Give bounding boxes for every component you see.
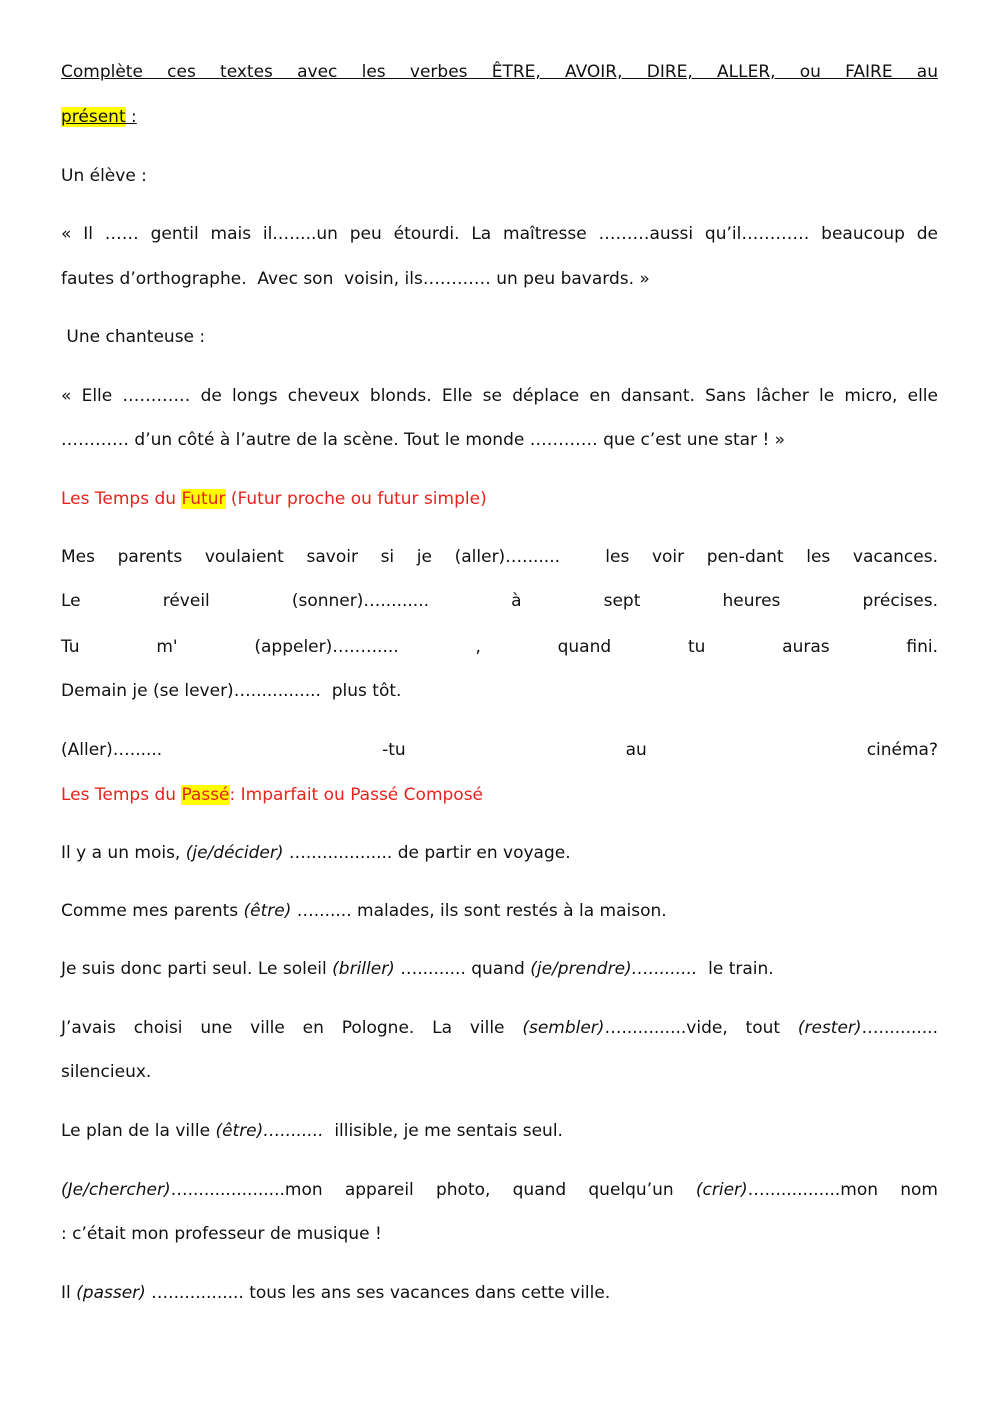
instruction-title bbox=[61, 61, 938, 83]
text-segment: Les Temps du bbox=[61, 785, 182, 805]
text-segment: …................ de partir en voyage. bbox=[283, 843, 571, 863]
verb-prompt: (être) bbox=[243, 901, 292, 921]
exercise-line bbox=[61, 268, 938, 290]
verb-prompt: (être)…........ bbox=[215, 1121, 324, 1141]
text-segment: (Aller)…...... -tu au cinéma? bbox=[61, 740, 938, 760]
verb-prompt: (Je/chercher) bbox=[61, 1180, 171, 1200]
verb-prompt: (je/prendre)…......... bbox=[530, 959, 698, 979]
text-segment: Complète ces textes avec les verbes ÊTRE, AVOIR, DIRE, ALLER, ou FAIRE au bbox=[61, 62, 938, 82]
verb-prompt: (passer) bbox=[76, 1283, 146, 1303]
text-segment: …....... malades, ils sont restés à la maison. bbox=[291, 901, 667, 921]
verb-prompt: (rester) bbox=[797, 1018, 862, 1038]
text-segment: : bbox=[125, 107, 137, 127]
section-label-eleve bbox=[61, 165, 938, 187]
text-segment: Je suis donc parti seul. Le soleil bbox=[61, 959, 333, 979]
text-segment: Mes parents voulaient savoir si je (aller)…....... les voir pen-dant les vacances. bbox=[61, 547, 938, 567]
text-segment: « Elle ………… de longs cheveux blonds. Elle se déplace en dansant. Sans lâcher le micro, elle bbox=[61, 386, 938, 406]
exercise-line bbox=[61, 739, 938, 761]
heading-futur bbox=[61, 488, 938, 510]
verb-prompt: (je/décider) bbox=[185, 843, 284, 863]
instruction-title-cont bbox=[61, 106, 938, 128]
exercise-line bbox=[61, 590, 938, 612]
heading-passe bbox=[61, 784, 938, 806]
text-segment: J’avais choisi une ville en Pologne. La ville bbox=[61, 1018, 523, 1038]
exercise-line bbox=[61, 1282, 938, 1304]
text-segment: Comme mes parents bbox=[61, 901, 244, 921]
verb-prompt: (crier) bbox=[695, 1180, 748, 1200]
text-segment: …......... quand bbox=[394, 959, 531, 979]
text-segment: illisible, je me sentais seul. bbox=[323, 1121, 563, 1141]
exercise-line bbox=[61, 1223, 938, 1245]
text-segment: Les Temps du bbox=[61, 489, 182, 509]
text-segment: ………… d’un côté à l’autre de la scène. Tout le monde ………… que c’est une star ! » bbox=[61, 430, 786, 450]
text-segment: Demain je (se lever)…............. plus tôt. bbox=[61, 681, 402, 701]
text-segment: Le réveil (sonner)…......... à sept heures précises. bbox=[61, 591, 938, 611]
verb-prompt: (briller) bbox=[332, 959, 395, 979]
exercise-line bbox=[61, 1017, 938, 1039]
exercise-line bbox=[61, 900, 938, 922]
exercise-line bbox=[61, 680, 938, 702]
exercise-line bbox=[61, 546, 938, 568]
text-segment: ….............. tous les ans ses vacances dans cette ville. bbox=[145, 1283, 611, 1303]
section-label-chanteuse bbox=[61, 326, 938, 348]
text-segment: Un élève : bbox=[61, 166, 147, 186]
exercise-line bbox=[61, 842, 938, 864]
exercise-line bbox=[61, 636, 938, 658]
text-segment: …..................mon appareil photo, quand quelqu’un bbox=[170, 1180, 696, 1200]
exercise-line bbox=[61, 1061, 938, 1083]
text-segment: Il bbox=[61, 1283, 77, 1303]
text-segment: Une chanteuse : bbox=[61, 327, 206, 347]
verb-prompt: (sembler) bbox=[522, 1018, 605, 1038]
highlighted-text: Passé bbox=[181, 785, 230, 805]
exercise-line bbox=[61, 223, 938, 245]
exercise-line bbox=[61, 429, 938, 451]
text-segment: …........... bbox=[861, 1018, 938, 1038]
exercise-line bbox=[61, 958, 938, 980]
text-segment: : c’était mon professeur de musique ! bbox=[61, 1224, 382, 1244]
text-segment: : Imparfait ou Passé Composé bbox=[229, 785, 484, 805]
text-segment: …............vide, tout bbox=[604, 1018, 798, 1038]
text-segment: Le plan de la ville bbox=[61, 1121, 216, 1141]
text-segment: silencieux. bbox=[61, 1062, 152, 1082]
text-segment: Il y a un mois, bbox=[61, 843, 186, 863]
text-segment: Tu m' (appeler)….…..... , quand tu auras fini. bbox=[61, 637, 938, 657]
exercise-line bbox=[61, 385, 938, 407]
exercise-line bbox=[61, 1179, 938, 1201]
highlighted-text: Futur bbox=[181, 489, 226, 509]
highlighted-text: présent bbox=[61, 107, 126, 127]
text-segment: le train. bbox=[697, 959, 774, 979]
text-segment: « Il …… gentil mais il.…....un peu étourdi. La maîtresse ………aussi qu’il………… beaucoup de bbox=[61, 224, 938, 244]
text-segment: fautes d’orthographe. Avec son voisin, ils………… un peu bavards. » bbox=[61, 269, 650, 289]
text-segment: …..............mon nom bbox=[747, 1180, 938, 1200]
exercise-line bbox=[61, 1120, 938, 1142]
text-segment: (Futur proche ou futur simple) bbox=[225, 489, 487, 509]
